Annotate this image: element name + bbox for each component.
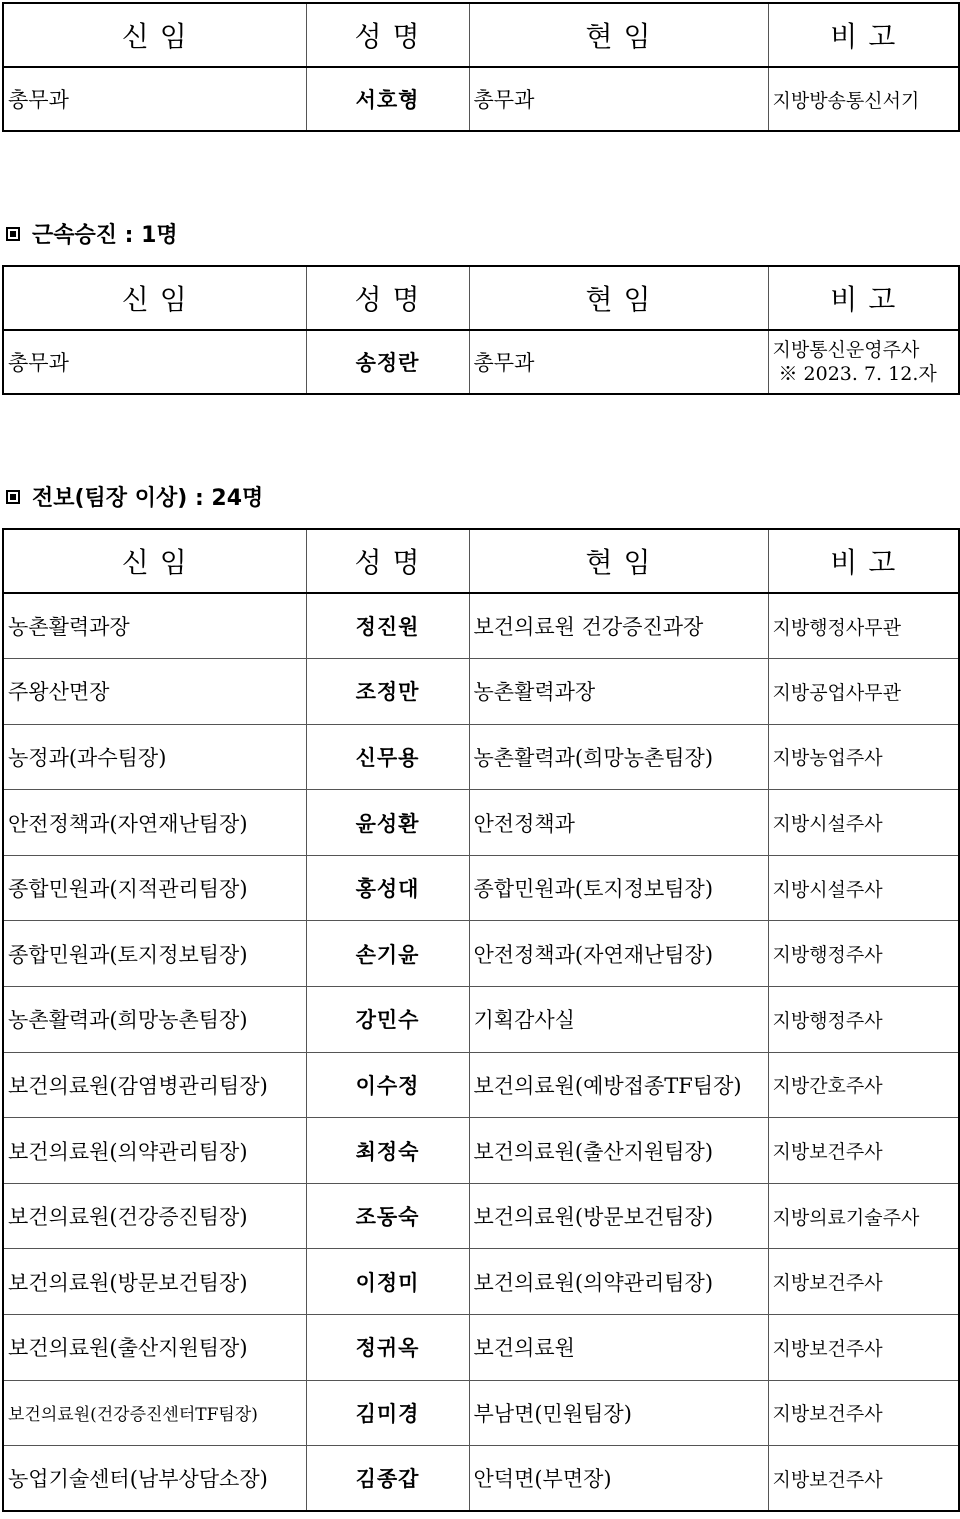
cell-new-post: 보건의료원(건강증진팀장) [3, 1183, 306, 1249]
cell-remarks: 지방보건주사 [768, 1315, 959, 1381]
header-new-post: 신 임 [3, 3, 306, 67]
cell-name: 김종갑 [306, 1446, 469, 1512]
header-current-post: 현 임 [469, 3, 768, 67]
cell-name: 송정란 [306, 330, 469, 394]
table-row [3, 1315, 959, 1381]
cell-name: 조동숙 [306, 1183, 469, 1249]
table-row [3, 593, 959, 659]
table-3 [2, 528, 960, 1512]
cell-remarks: 지방행정주사 [768, 921, 959, 987]
cell-name: 정진원 [306, 593, 469, 659]
header-new-post: 신 임 [3, 266, 306, 330]
cell-new-post: 보건의료원(방문보건팀장) [3, 1249, 306, 1315]
cell-current-post: 보건의료원 [469, 1315, 768, 1381]
cell-new-post: 농촌활력과(희망농촌팀장) [3, 987, 306, 1053]
cell-new-post: 안전정책과(자연재난팀장) [3, 790, 306, 856]
cell-name: 이정미 [306, 1249, 469, 1315]
table-row [3, 330, 959, 394]
cell-remarks: 지방시설주사 [768, 855, 959, 921]
square-bullet-icon [6, 227, 20, 241]
cell-current-post: 보건의료원(출산지원팀장) [469, 1118, 768, 1184]
section-heading-promotion [6, 218, 178, 249]
cell-new-post: 보건의료원(출산지원팀장) [3, 1315, 306, 1381]
table-2 [2, 265, 960, 395]
cell-current-post: 안전정책과 [469, 790, 768, 856]
header-current-post: 현 임 [469, 529, 768, 593]
cell-remarks: 지방보건주사 [768, 1380, 959, 1446]
square-bullet-icon [6, 490, 20, 504]
cell-name: 정귀옥 [306, 1315, 469, 1381]
cell-remarks: 지방간호주사 [768, 1052, 959, 1118]
cell-name: 홍성대 [306, 855, 469, 921]
cell-new-post: 총무과 [3, 67, 306, 131]
cell-name: 신무용 [306, 724, 469, 790]
table-row [3, 921, 959, 987]
cell-current-post: 부남면(민원팀장) [469, 1380, 768, 1446]
header-remarks: 비 고 [768, 266, 959, 330]
table-row [3, 1118, 959, 1184]
cell-new-post: 주왕산면장 [3, 659, 306, 725]
cell-new-post: 보건의료원(감염병관리팀장) [3, 1052, 306, 1118]
cell-new-post: 총무과 [3, 330, 306, 394]
table-row [3, 1052, 959, 1118]
cell-current-post: 농촌활력과(희망농촌팀장) [469, 724, 768, 790]
cell-new-post: 농촌활력과장 [3, 593, 306, 659]
header-remarks: 비 고 [768, 3, 959, 67]
cell-name: 최정숙 [306, 1118, 469, 1184]
table-row [3, 790, 959, 856]
cell-current-post: 총무과 [469, 67, 768, 131]
section-title: 전보(팀장 이상) : 24명 [32, 486, 264, 511]
cell-name: 손기윤 [306, 921, 469, 987]
cell-current-post: 안전정책과(자연재난팀장) [469, 921, 768, 987]
cell-remarks: 지방방송통신서기 [768, 67, 959, 131]
cell-remarks: 지방보건주사 [768, 1249, 959, 1315]
header-name: 성 명 [306, 529, 469, 593]
cell-name: 이수정 [306, 1052, 469, 1118]
cell-remarks: 지방보건주사 [768, 1446, 959, 1512]
table-row [3, 724, 959, 790]
table-row [3, 855, 959, 921]
cell-remarks: 지방시설주사 [768, 790, 959, 856]
cell-remarks: 지방농업주사 [768, 724, 959, 790]
cell-current-post: 총무과 [469, 330, 768, 394]
header-name: 성 명 [306, 266, 469, 330]
cell-remarks [768, 330, 959, 394]
cell-name: 김미경 [306, 1380, 469, 1446]
header-name: 성 명 [306, 3, 469, 67]
cell-current-post: 종합민원과(토지정보팀장) [469, 855, 768, 921]
table-row [3, 987, 959, 1053]
header-new-post: 신 임 [3, 529, 306, 593]
cell-remarks: 지방보건주사 [768, 1118, 959, 1184]
remarks-line-2: ※ 2023. 7. 12.자 [778, 363, 937, 385]
table-row [3, 1249, 959, 1315]
cell-new-post: 보건의료원(의약관리팀장) [3, 1118, 306, 1184]
cell-new-post: 종합민원과(토지정보팀장) [3, 921, 306, 987]
cell-current-post: 안덕면(부면장) [469, 1446, 768, 1512]
cell-remarks: 지방공업사무관 [768, 659, 959, 725]
cell-remarks: 지방행정주사 [768, 987, 959, 1053]
header-remarks: 비 고 [768, 529, 959, 593]
cell-current-post: 보건의료원(예방접종TF팀장) [469, 1052, 768, 1118]
section-title: 근속승진 : 1명 [32, 223, 178, 248]
section-heading-transfer [6, 481, 263, 512]
table-row [3, 659, 959, 725]
cell-current-post: 농촌활력과장 [469, 659, 768, 725]
cell-remarks: 지방행정사무관 [768, 593, 959, 659]
cell-remarks: 지방의료기술주사 [768, 1183, 959, 1249]
cell-name: 서호형 [306, 67, 469, 131]
cell-current-post: 보건의료원(방문보건팀장) [469, 1183, 768, 1249]
cell-name: 윤성환 [306, 790, 469, 856]
cell-name: 강민수 [306, 987, 469, 1053]
cell-new-post: 종합민원과(지적관리팀장) [3, 855, 306, 921]
cell-new-post: 농업기술센터(남부상담소장) [3, 1446, 306, 1512]
table-row [3, 1446, 959, 1512]
cell-new-post: 보건의료원(건강증진센터TF팀장) [3, 1380, 306, 1446]
table-row [3, 1183, 959, 1249]
table-1 [2, 2, 960, 132]
header-current-post: 현 임 [469, 266, 768, 330]
cell-current-post: 기획감사실 [469, 987, 768, 1053]
cell-current-post: 보건의료원 건강증진과장 [469, 593, 768, 659]
cell-name: 조정만 [306, 659, 469, 725]
remarks-line-1: 지방통신운영주사 [772, 339, 920, 361]
cell-current-post: 보건의료원(의약관리팀장) [469, 1249, 768, 1315]
cell-new-post: 농정과(과수팀장) [3, 724, 306, 790]
table-row [3, 1380, 959, 1446]
table-row [3, 67, 959, 131]
